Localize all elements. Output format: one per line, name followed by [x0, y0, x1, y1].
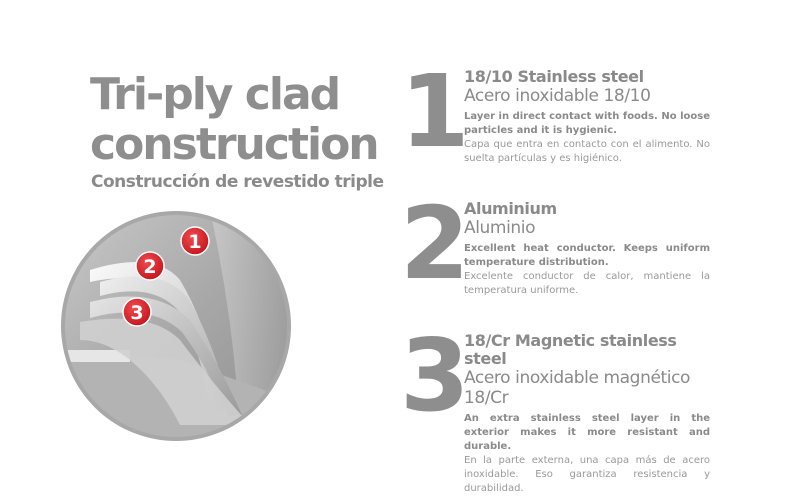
- tri-ply-illustration: [60, 210, 292, 442]
- layer-description-es: En la parte externa, una capa más de acero inoxidable. Eso garantiza resistencia y durabilidad.: [464, 455, 710, 494]
- layer-description-es: Capa que entra en contacto con el alimento. No suelta partículas y es higiénico.: [464, 139, 710, 164]
- marker-2: [136, 252, 164, 280]
- pan-cross-section-image: [60, 210, 292, 442]
- layer-number: 2: [400, 185, 470, 302]
- marker-1-label: 1: [188, 231, 202, 253]
- title-line-1: Tri-ply clad: [90, 69, 340, 120]
- marker-1: [181, 227, 209, 255]
- layer-name-en: Aluminium: [464, 199, 557, 218]
- layer-name-en: 18/Cr Magnetic stainless steel: [464, 331, 677, 368]
- layer-name-en: 18/10 Stainless steel: [464, 67, 644, 86]
- layer-number: 1: [400, 53, 470, 170]
- layer-name-es: Aluminio: [464, 218, 536, 238]
- layer-description-es: Excelente conductor de calor, mantiene la temperatura uniforme.: [464, 271, 710, 296]
- marker-3: [123, 298, 151, 326]
- layer-description-en: An extra stainless steel layer in the exterior makes it more resistant and durable.: [464, 413, 710, 452]
- title-line-2: construction: [90, 119, 378, 170]
- layer-number: 3: [400, 317, 470, 434]
- marker-2-label: 2: [143, 256, 157, 278]
- layer-name-es: Acero inoxidable 18/10: [464, 86, 651, 106]
- marker-3-label: 3: [130, 302, 144, 324]
- layer-description-en: Layer in direct contact with foods. No loose particles and it is hygienic.: [464, 111, 710, 136]
- layer-description-en: Excellent heat conductor. Keeps uniform temperature distribution.: [464, 243, 710, 268]
- page-title: [90, 70, 378, 170]
- layer-name-es: Acero inoxidable magnético 18/Cr: [464, 368, 691, 408]
- page-subtitle: Construcción de revestido triple: [91, 172, 384, 192]
